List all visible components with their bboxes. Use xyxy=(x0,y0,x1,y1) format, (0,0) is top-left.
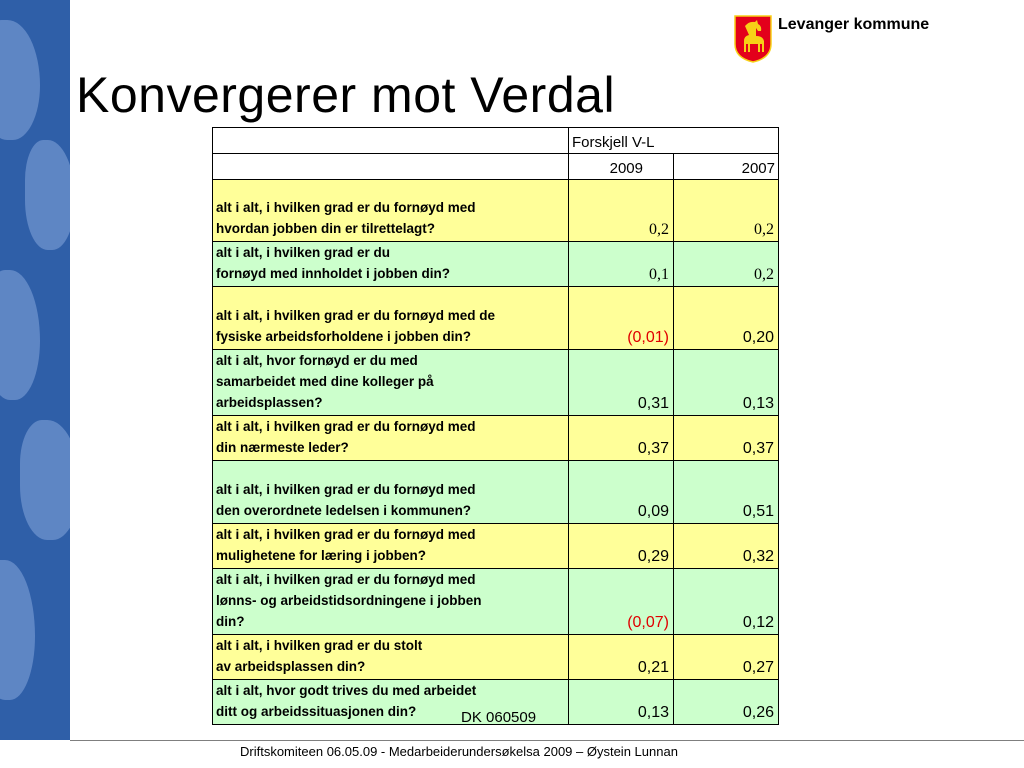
value-2009-cell: 0,2 xyxy=(569,180,674,242)
question-line: lønns- og arbeidstidsordningene i jobben xyxy=(216,593,482,608)
value-2009-cell: (0,07) xyxy=(569,569,674,635)
footer-divider xyxy=(70,740,1024,741)
question-line: arbeidsplassen? xyxy=(216,395,323,410)
survey-table xyxy=(212,127,779,725)
table-row xyxy=(213,524,779,569)
question-line: den overordnete ledelsen i kommunen? xyxy=(216,503,472,518)
document-reference: DK 060509 xyxy=(461,709,537,726)
table-row xyxy=(213,180,779,242)
value-2009-cell: 0,1 xyxy=(569,242,674,287)
question-cell xyxy=(213,287,569,350)
value-2007-cell: 0,2 xyxy=(674,180,779,242)
value-2007-cell: 0,32 xyxy=(674,524,779,569)
table-body xyxy=(213,180,779,725)
question-line: alt i alt, i hvilken grad er du fornøyd med xyxy=(216,482,476,497)
value-2009-cell: 0,29 xyxy=(569,524,674,569)
year-header-2007: 2007 xyxy=(674,154,779,180)
value-2007-cell: 0,37 xyxy=(674,416,779,461)
question-line: mulighetene for læring i jobben? xyxy=(216,548,427,563)
question-line: alt i alt, i hvilken grad er du xyxy=(216,245,391,260)
value-2007-cell: 0,2 xyxy=(674,242,779,287)
value-2007-cell: 0,26 xyxy=(674,680,779,725)
question-line: av arbeidsplassen din? xyxy=(216,659,366,674)
question-cell xyxy=(213,350,569,416)
value-2009-cell: 0,37 xyxy=(569,416,674,461)
page-title: Konvergerer mot Verdal xyxy=(76,67,616,123)
question-line: fornøyd med innholdet i jobben din? xyxy=(216,266,450,281)
table-row xyxy=(213,350,779,416)
value-2007-cell: 0,12 xyxy=(674,569,779,635)
coat-of-arms-horse-icon xyxy=(733,14,773,64)
question-cell xyxy=(213,569,569,635)
value-2009-cell: 0,21 xyxy=(569,635,674,680)
table-row xyxy=(213,569,779,635)
table-header-group-row xyxy=(213,128,779,154)
footer-text: Driftskomiteen 06.05.09 - Medarbeiderundersøkelsa 2009 – Øystein Lunnan xyxy=(240,744,678,759)
value-2009-cell: (0,01) xyxy=(569,287,674,350)
org-name: Levanger kommune xyxy=(778,16,930,33)
table-row xyxy=(213,635,779,680)
question-line: alt i alt, hvor fornøyd er du med xyxy=(216,353,418,368)
value-2009-cell: 0,13 xyxy=(569,680,674,725)
value-2007-cell: 0,27 xyxy=(674,635,779,680)
value-2009-cell: 0,31 xyxy=(569,350,674,416)
question-line: alt i alt, i hvilken grad er du fornøyd med xyxy=(216,200,476,215)
table-group-header: Forskjell V-L xyxy=(569,128,779,154)
question-line: din nærmeste leder? xyxy=(216,440,349,455)
question-line: samarbeidet med dine kolleger på xyxy=(216,374,434,389)
table-header-empty-cell xyxy=(213,128,569,154)
question-line: ditt og arbeidssituasjonen din? xyxy=(216,704,417,719)
table-row xyxy=(213,242,779,287)
question-line: alt i alt, i hvilken grad er du fornøyd med de xyxy=(216,308,496,323)
question-cell xyxy=(213,242,569,287)
question-cell xyxy=(213,180,569,242)
table-row xyxy=(213,416,779,461)
question-line: fysiske arbeidsforholdene i jobben din? xyxy=(216,329,472,344)
question-line: alt i alt, i hvilken grad er du fornøyd med xyxy=(216,419,476,434)
question-line: din? xyxy=(216,614,245,629)
question-cell xyxy=(213,524,569,569)
table-header-empty-cell xyxy=(213,154,569,180)
question-line: alt i alt, hvor godt trives du med arbeidet xyxy=(216,683,477,698)
table-row xyxy=(213,287,779,350)
value-2007-cell: 0,51 xyxy=(674,461,779,524)
question-cell xyxy=(213,635,569,680)
table-header-year-row xyxy=(213,154,779,180)
question-line: alt i alt, i hvilken grad er du fornøyd med xyxy=(216,572,476,587)
decorative-sidebar xyxy=(0,0,70,740)
year-header-2009: 2009 xyxy=(569,154,674,180)
question-line: hvordan jobben din er tilrettelagt? xyxy=(216,221,436,236)
table-row xyxy=(213,461,779,524)
value-2009-cell: 0,09 xyxy=(569,461,674,524)
question-cell xyxy=(213,461,569,524)
value-2007-cell: 0,13 xyxy=(674,350,779,416)
value-2007-cell: 0,20 xyxy=(674,287,779,350)
question-line: alt i alt, i hvilken grad er du fornøyd med xyxy=(216,527,476,542)
question-line: alt i alt, i hvilken grad er du stolt xyxy=(216,638,423,653)
question-cell xyxy=(213,416,569,461)
